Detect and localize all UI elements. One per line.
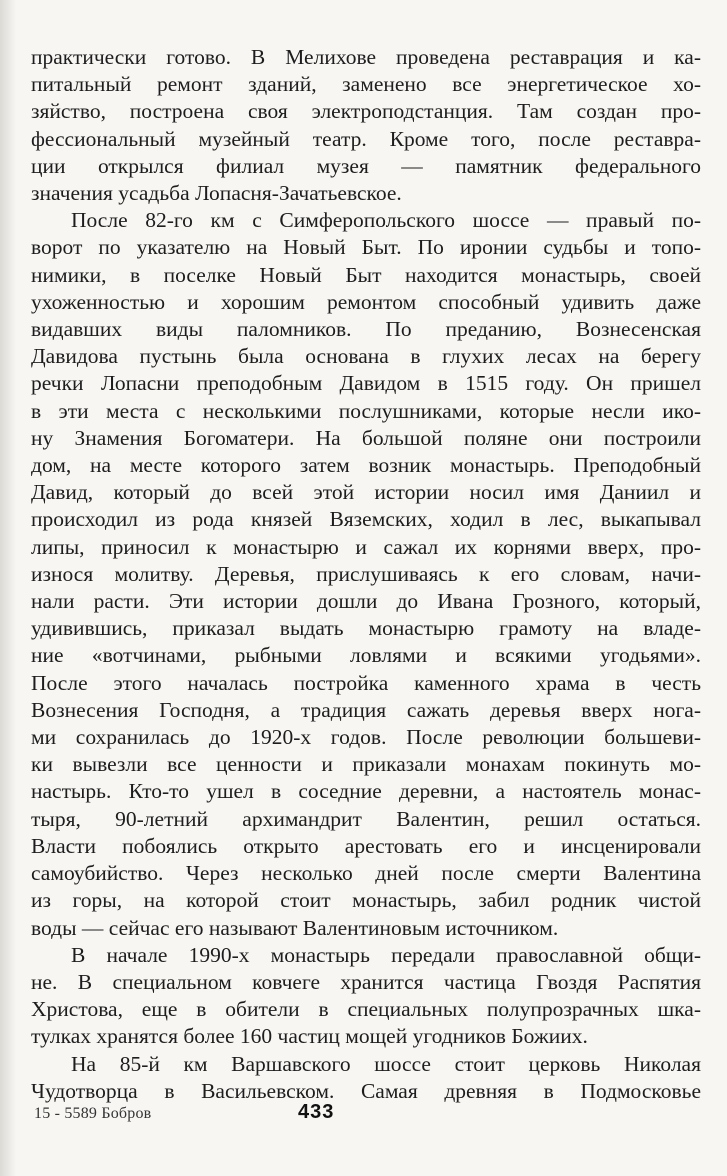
text-line: Давид, который до всей этой истории носил имя Даниил и — [31, 480, 701, 505]
text-line: нимики, в поселке Новый Быт находится монастырь, своей — [31, 262, 701, 287]
text-line: практически готово. В Мелихове проведена реставрация и ка- — [31, 45, 701, 69]
text-line: ки вывезли все ценности и приказали монахам покинуть мо- — [31, 752, 701, 777]
printer-signature: 15 - 5589 Бобров — [34, 1105, 152, 1122]
text-line: видавших виды паломников. По преданию, Вознесенская — [31, 317, 701, 342]
text-line: После 82-го км с Симферопольского шоссе — правый по- — [71, 208, 701, 233]
text-line: самоубийство. Через несколько дней после смерти Валентина — [31, 861, 701, 886]
paragraph — [31, 207, 701, 941]
text-line: значения усадьба Лопасня-Зачатьевское. — [31, 181, 402, 206]
text-line: воды — сейчас его называют Валентиновым источником. — [31, 915, 559, 940]
text-line: Вознесения Господня, а традиция сажать деревья вверх нога- — [31, 697, 701, 722]
text-line: в эти места с несколькими послушниками, которые несли ико- — [31, 398, 701, 423]
text-line: ухоженностью и хорошим ремонтом способный удивить даже — [31, 289, 701, 314]
paragraph — [31, 1051, 701, 1105]
text-line: речки Лопасни преподобным Давидом в 1515 году. Он пришел — [31, 371, 701, 396]
text-line: настырь. Кто-то ушел в соседние деревни, а настоятель монас- — [31, 779, 701, 804]
text-line: нали расти. Эти истории дошли до Ивана Грозного, который, — [31, 589, 701, 614]
text-line: ми сохранилась до 1920-х годов. После революции большеви- — [31, 725, 701, 750]
text-line: После этого началась постройка каменного храма в честь — [31, 670, 701, 695]
text-line: дом, на месте которого затем возник монастырь. Преподобный — [31, 453, 701, 478]
text-line: из горы, на которой стоит монастырь, забил родник чистой — [31, 888, 701, 913]
text-line: ну Знамения Богоматери. На большой поляне они построили — [31, 425, 701, 450]
text-line: тыря, 90-летний архимандрит Валентин, решил остаться. — [31, 806, 701, 831]
text-line: тулках хранятся более 160 частиц мощей угодников Божиих. — [31, 1024, 588, 1049]
text-line: происходил из рода князей Вяземских, ходил в лес, выкапывал — [31, 507, 701, 532]
text-line: ции открылся филиал музея — памятник федерального — [31, 153, 701, 178]
text-line: износя молитву. Деревья, прислушиваясь к его словам, начи- — [31, 561, 701, 586]
text-line: Давидова пустынь была основана в глухих лесах на берегу — [31, 344, 701, 369]
text-line: питальный ремонт зданий, заменено все энергетическое хо- — [31, 72, 701, 97]
paragraph — [31, 44, 701, 207]
text-line: удивившись, приказал выдать монастырю грамоту на владе- — [31, 616, 701, 641]
text-line: ворот по указателю на Новый Быт. По иронии судьбы и топо- — [31, 235, 701, 260]
text-line: липы, приносил к монастырю и сажал их корнями вверх, про- — [31, 534, 701, 559]
body-text — [31, 44, 701, 1105]
page-gutter-shadow — [0, 0, 16, 1176]
paragraph — [31, 942, 701, 1051]
text-line: Чудотворца в Васильевском. Самая древняя в Подмосковье — [31, 1078, 701, 1103]
text-line: фессиональный музейный театр. Кроме того, после реставра- — [31, 126, 701, 151]
page-number: 433 — [298, 1101, 335, 1123]
text-line: В начале 1990-х монастырь передали православной общи- — [71, 942, 701, 967]
text-line: На 85-й км Варшавского шоссе стоит церковь Николая — [71, 1051, 701, 1076]
text-line: не. В специальном ковчеге хранится частица Гвоздя Распятия — [31, 969, 701, 994]
text-line: Власти побоялись открыто арестовать его и инсценировали — [31, 833, 701, 858]
text-line: ние «вотчинами, рыбными ловлями и всякими угодьями». — [31, 643, 701, 668]
text-line: Христова, еще в обители в специальных полупрозрачных шка- — [31, 997, 701, 1022]
text-line: зяйство, построена своя электроподстанция. Там создан про- — [31, 99, 701, 124]
